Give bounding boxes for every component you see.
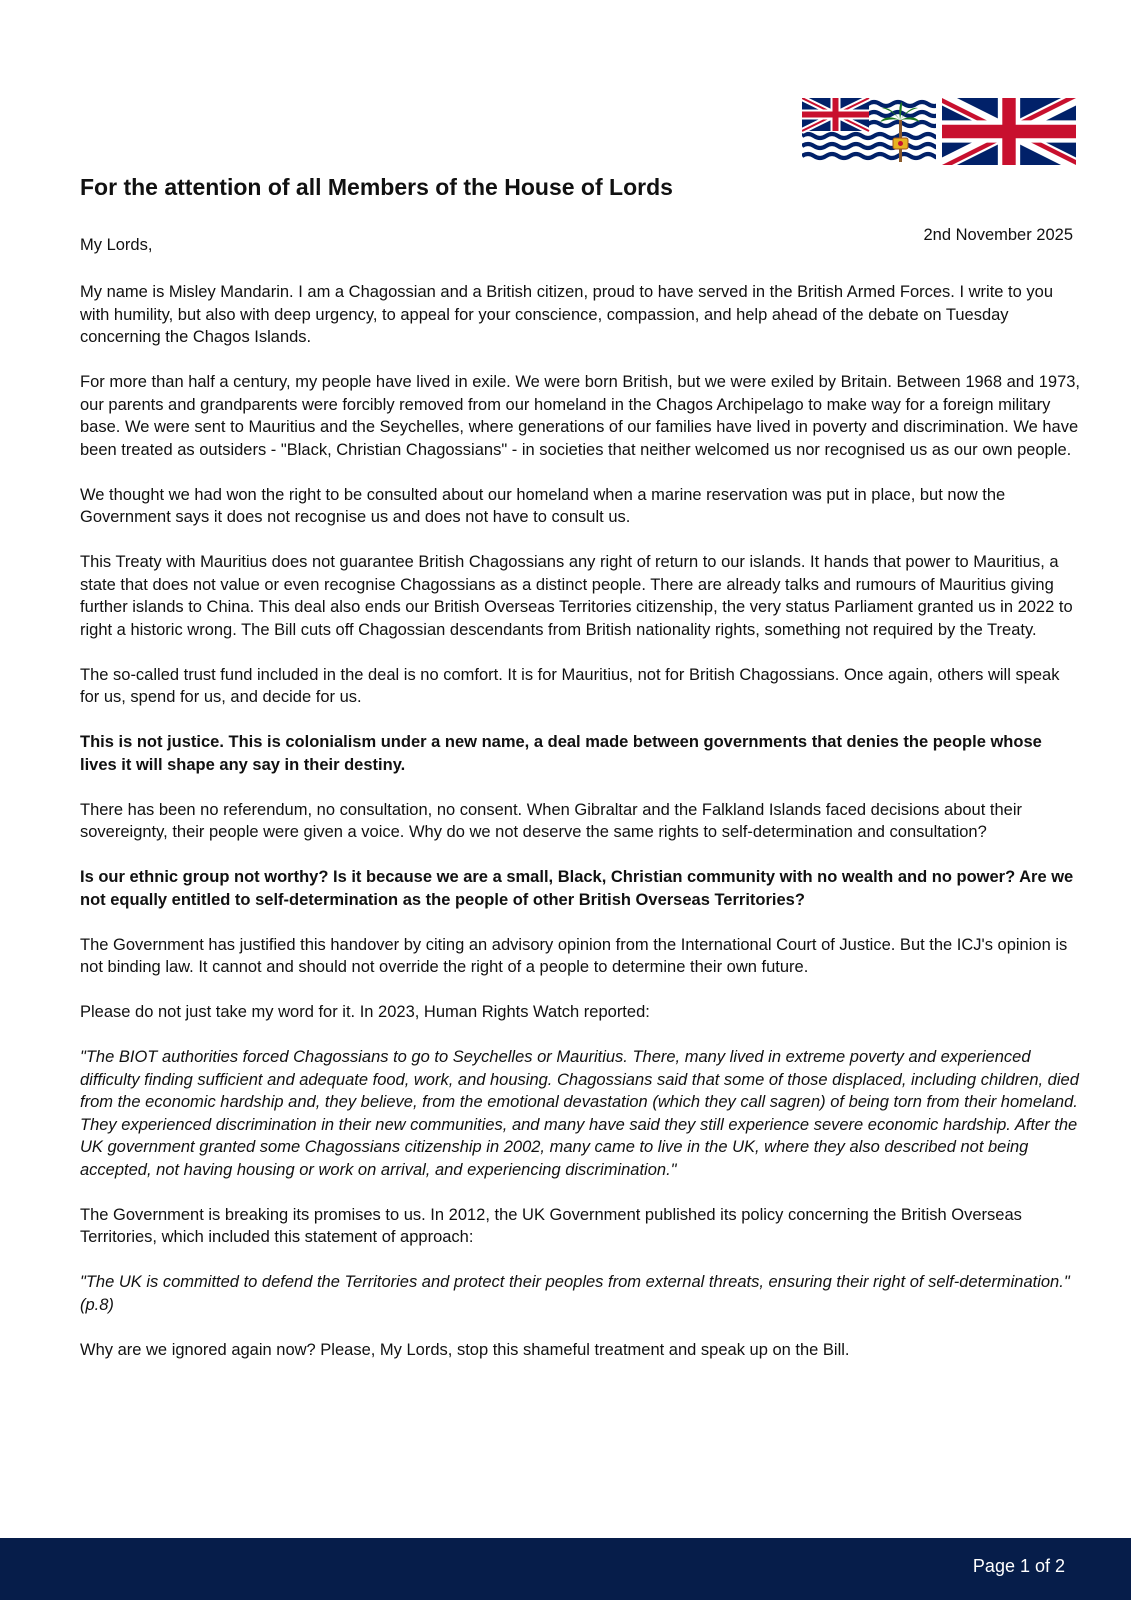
flags-header [802, 98, 1076, 165]
paragraph-promises: The Government is breaking its promises to us. In 2012, the UK Government published its policy concerning the British Overseas Territories, which included this statement of approach: [80, 1205, 1022, 1246]
letter-date: 2nd November 2025 [923, 226, 1073, 244]
paragraph-exile: For more than half a century, my people have lived in exile. We were born British, but we were exiled by Britain. Between 1968 and 1973, our parents and grandparents were forcibly removed from our homeland in the Chagos Archipelago to make way for a foreign military base. We were sent to Mauritius and the Seychelles, where generations of our families have lived in poverty and discrimination. We have been treated as outsiders - "Black, Christian Chagossians" - in societies that neither welcomed us nor recognised us as our own people. [80, 373, 1081, 459]
letter-title: For the attention of all Members of the House of Lords [80, 174, 673, 200]
quote-hrw: "The BIOT authorities forced Chagossians to go to Seychelles or Mauritius. There, many lived in extreme poverty and experienced difficulty finding sufficient and adequate food, work, and housing. Chagossians said that some of those displaced, including children, died from the economic hardship and, they believe, from the emotional devastation (which they call sagren) of being torn from their homeland. They experienced discrimination in their new communities, and many have said they still experience severe economic hardship. After the UK government granted some Chagossians citizenship in 2002, many came to live in the UK, where they also described not being accepted, not having housing or work on arrival, and experiencing discrimination." [80, 1048, 1079, 1179]
page-footer [0, 1538, 1131, 1600]
letter-body [80, 281, 1080, 1384]
biot-flag-icon [802, 98, 936, 165]
paragraph-intro: My name is Misley Mandarin. I am a Chagossian and a British citizen, proud to have served in the British Armed Forces. I write to you with humility, but also with deep urgency, to appeal for your conscience, compassion, and help ahead of the debate on Tuesday concerning the Chagos Islands. [80, 283, 1054, 346]
paragraph-ethnic-group: Is our ethnic group not worthy? Is it because we are a small, Black, Christian community with no wealth and no power? Are we not equally entitled to self-determination as the people of other British Overseas Territories? [80, 868, 1074, 909]
union-jack-flag-icon [942, 98, 1076, 165]
paragraph-treaty: This Treaty with Mauritius does not guarantee British Chagossians any right of return to our islands. It hands that power to Mauritius, a state that does not value or even recognise Chagossians as a distinct people. There are already talks and rumours of Mauritius giving further islands to China. This deal also ends our British Overseas Territories citizenship, the very status Parliament granted us in 2022 to right a historic wrong. The Bill cuts off Chagossian descendants from British nationality rights, something not required by the Treaty. [80, 553, 1073, 639]
quote-policy: "The UK is committed to defend the Territories and protect their peoples from external threats, ensuring their right of self-determination." (p.8) [80, 1273, 1070, 1314]
paragraph-not-justice: This is not justice. This is colonialism under a new name, a deal made between governments that denies the people whose lives it will shape any say in their destiny. [80, 733, 1042, 774]
paragraph-referendum: There has been no referendum, no consultation, no consent. When Gibraltar and the Falkland Islands faced decisions about their sovereignty, their people were given a voice. Why do we not deserve the same rights to self-determination and consultation? [80, 800, 1022, 841]
paragraph-trust-fund: The so-called trust fund included in the deal is no comfort. It is for Mauritius, not for British Chagossians. Once again, others will speak for us, spend for us, and decide for us. [80, 665, 1060, 706]
paragraph-consultation: We thought we had won the right to be consulted about our homeland when a marine reservation was put in place, but now the Government says it does not recognise us and does not have to consult us. [80, 485, 1006, 526]
paragraph-hrw-intro: Please do not just take my word for it. In 2023, Human Rights Watch reported: [80, 1003, 650, 1021]
paragraph-icj: The Government has justified this handover by citing an advisory opinion from the International Court of Justice. But the ICJ's opinion is not binding law. It cannot and should not override the right of a people to determine their own future. [80, 935, 1068, 976]
paragraph-closing: Why are we ignored again now? Please, My Lords, stop this shameful treatment and speak up on the Bill. [80, 1340, 850, 1359]
page-number: Page 1 of 2 [972, 1556, 1065, 1576]
salutation: My Lords, [80, 236, 153, 254]
